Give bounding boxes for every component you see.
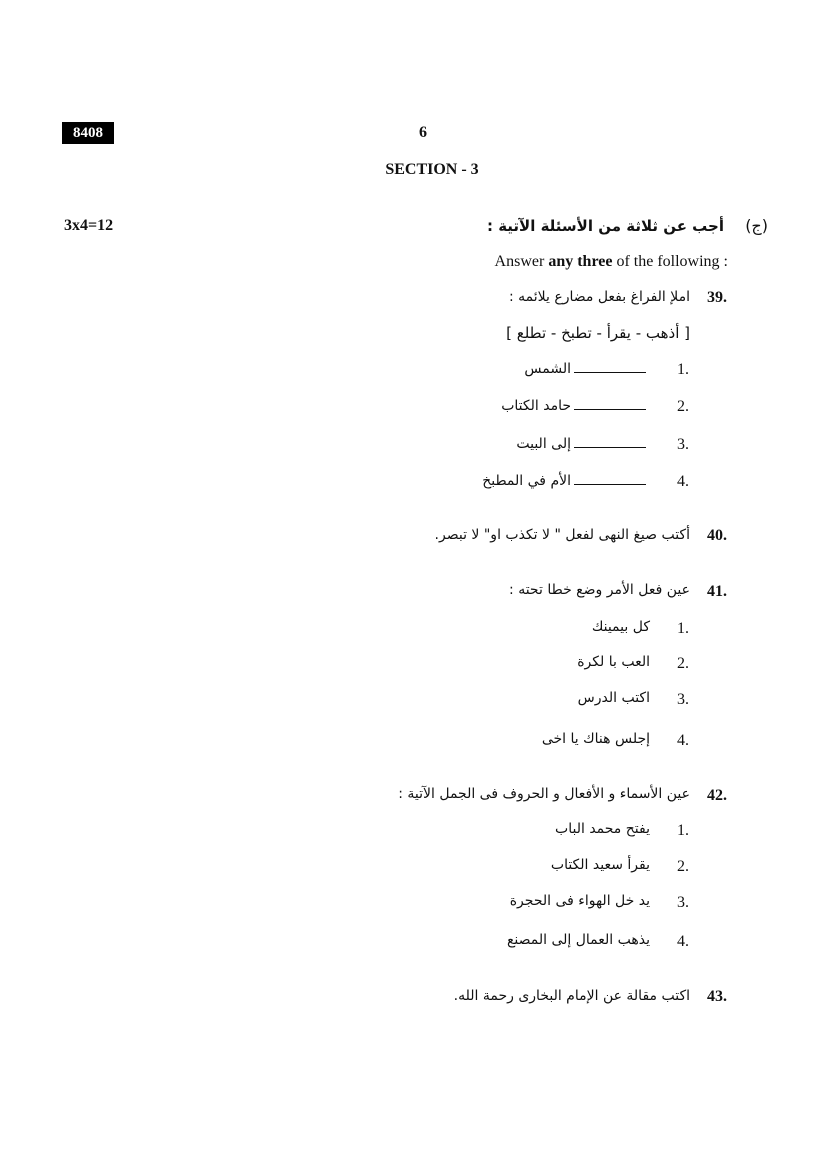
q39-item-1-text: الشمس: [524, 361, 571, 377]
q41-item-4-text: إجلس هناك يا اخى: [541, 731, 650, 747]
q42-item-2-text: يقرأ سعيد الكتاب: [550, 857, 650, 873]
instruction-emphasis: any three: [548, 253, 613, 270]
q42-item-3-number: 3.: [677, 894, 689, 911]
q41-item-3-text: اكتب الدرس: [577, 690, 650, 706]
question-39-number: 39.: [707, 289, 727, 306]
question-39-text: املإ الفراغ بفعل مضارع يلائمه :: [508, 289, 690, 305]
q39-item-1: [524, 360, 646, 377]
fill-blank: [574, 435, 646, 448]
q39-item-4-number: 4.: [677, 473, 689, 490]
q39-item-2-text: حامد الكتاب: [501, 398, 571, 414]
q41-item-3-number: 3.: [677, 691, 689, 708]
q39-item-2-number: 2.: [677, 398, 689, 415]
q39-item-2: [501, 397, 646, 414]
q42-item-4-number: 4.: [677, 933, 689, 950]
q39-item-4: [482, 472, 646, 489]
instruction-text: of the following :: [612, 253, 728, 270]
q39-item-3-number: 3.: [677, 436, 689, 453]
question-42-text: عين الأسماء و الأفعال و الحروف فى الجمل الآتية :: [398, 786, 690, 802]
section-title: SECTION - 3: [385, 161, 479, 178]
q42-item-4-text: يذهب العمال إلى المصنع: [506, 932, 650, 948]
q41-item-1-number: 1.: [677, 620, 689, 637]
q42-item-1-number: 1.: [677, 822, 689, 839]
q42-item-3-text: يد خل الهواء فى الحجرة: [509, 893, 650, 909]
fill-blank: [574, 360, 646, 373]
paper-code-badge: 8408: [62, 122, 114, 144]
marks-allocation: 3x4=12: [64, 217, 114, 234]
q41-item-1-text: كل بيمينك: [591, 619, 650, 635]
question-41-number: 41.: [707, 583, 727, 600]
question-42-number: 42.: [707, 787, 727, 804]
question-40-number: 40.: [707, 527, 727, 544]
q41-item-2-number: 2.: [677, 655, 689, 672]
part-label: (ج): [745, 216, 768, 235]
q42-item-1-text: يفتح محمد الباب: [555, 821, 650, 837]
q39-item-3-text: إلى البيت: [516, 436, 571, 452]
fill-blank: [574, 397, 646, 410]
question-43-number: 43.: [707, 988, 727, 1005]
q39-item-1-number: 1.: [677, 361, 689, 378]
q41-item-2-text: العب با لكرة: [577, 654, 650, 670]
part-instruction-arabic: أجب عن ثلاثة من الأسئلة الآتية :: [486, 217, 724, 235]
fill-blank: [574, 472, 646, 485]
question-39-options: [ أذهب - يقرأ - تطبخ - تطلع ]: [506, 324, 690, 342]
q42-item-2-number: 2.: [677, 858, 689, 875]
question-41-text: عين فعل الأمر وضع خطا تحته :: [509, 582, 690, 598]
question-40-text: أكتب صيغ النهى لفعل " لا تكذب او" لا تبصر.: [434, 527, 690, 543]
q39-item-4-text: الأم في المطبخ: [482, 473, 571, 489]
q39-item-3: [516, 435, 646, 452]
instruction-text: Answer: [494, 253, 549, 270]
question-43-text: اكتب مقالة عن الإمام البخارى رحمة الله.: [453, 988, 690, 1004]
page-number: 6: [419, 124, 427, 141]
q41-item-4-number: 4.: [677, 732, 689, 749]
part-instruction-english: [495, 253, 728, 271]
